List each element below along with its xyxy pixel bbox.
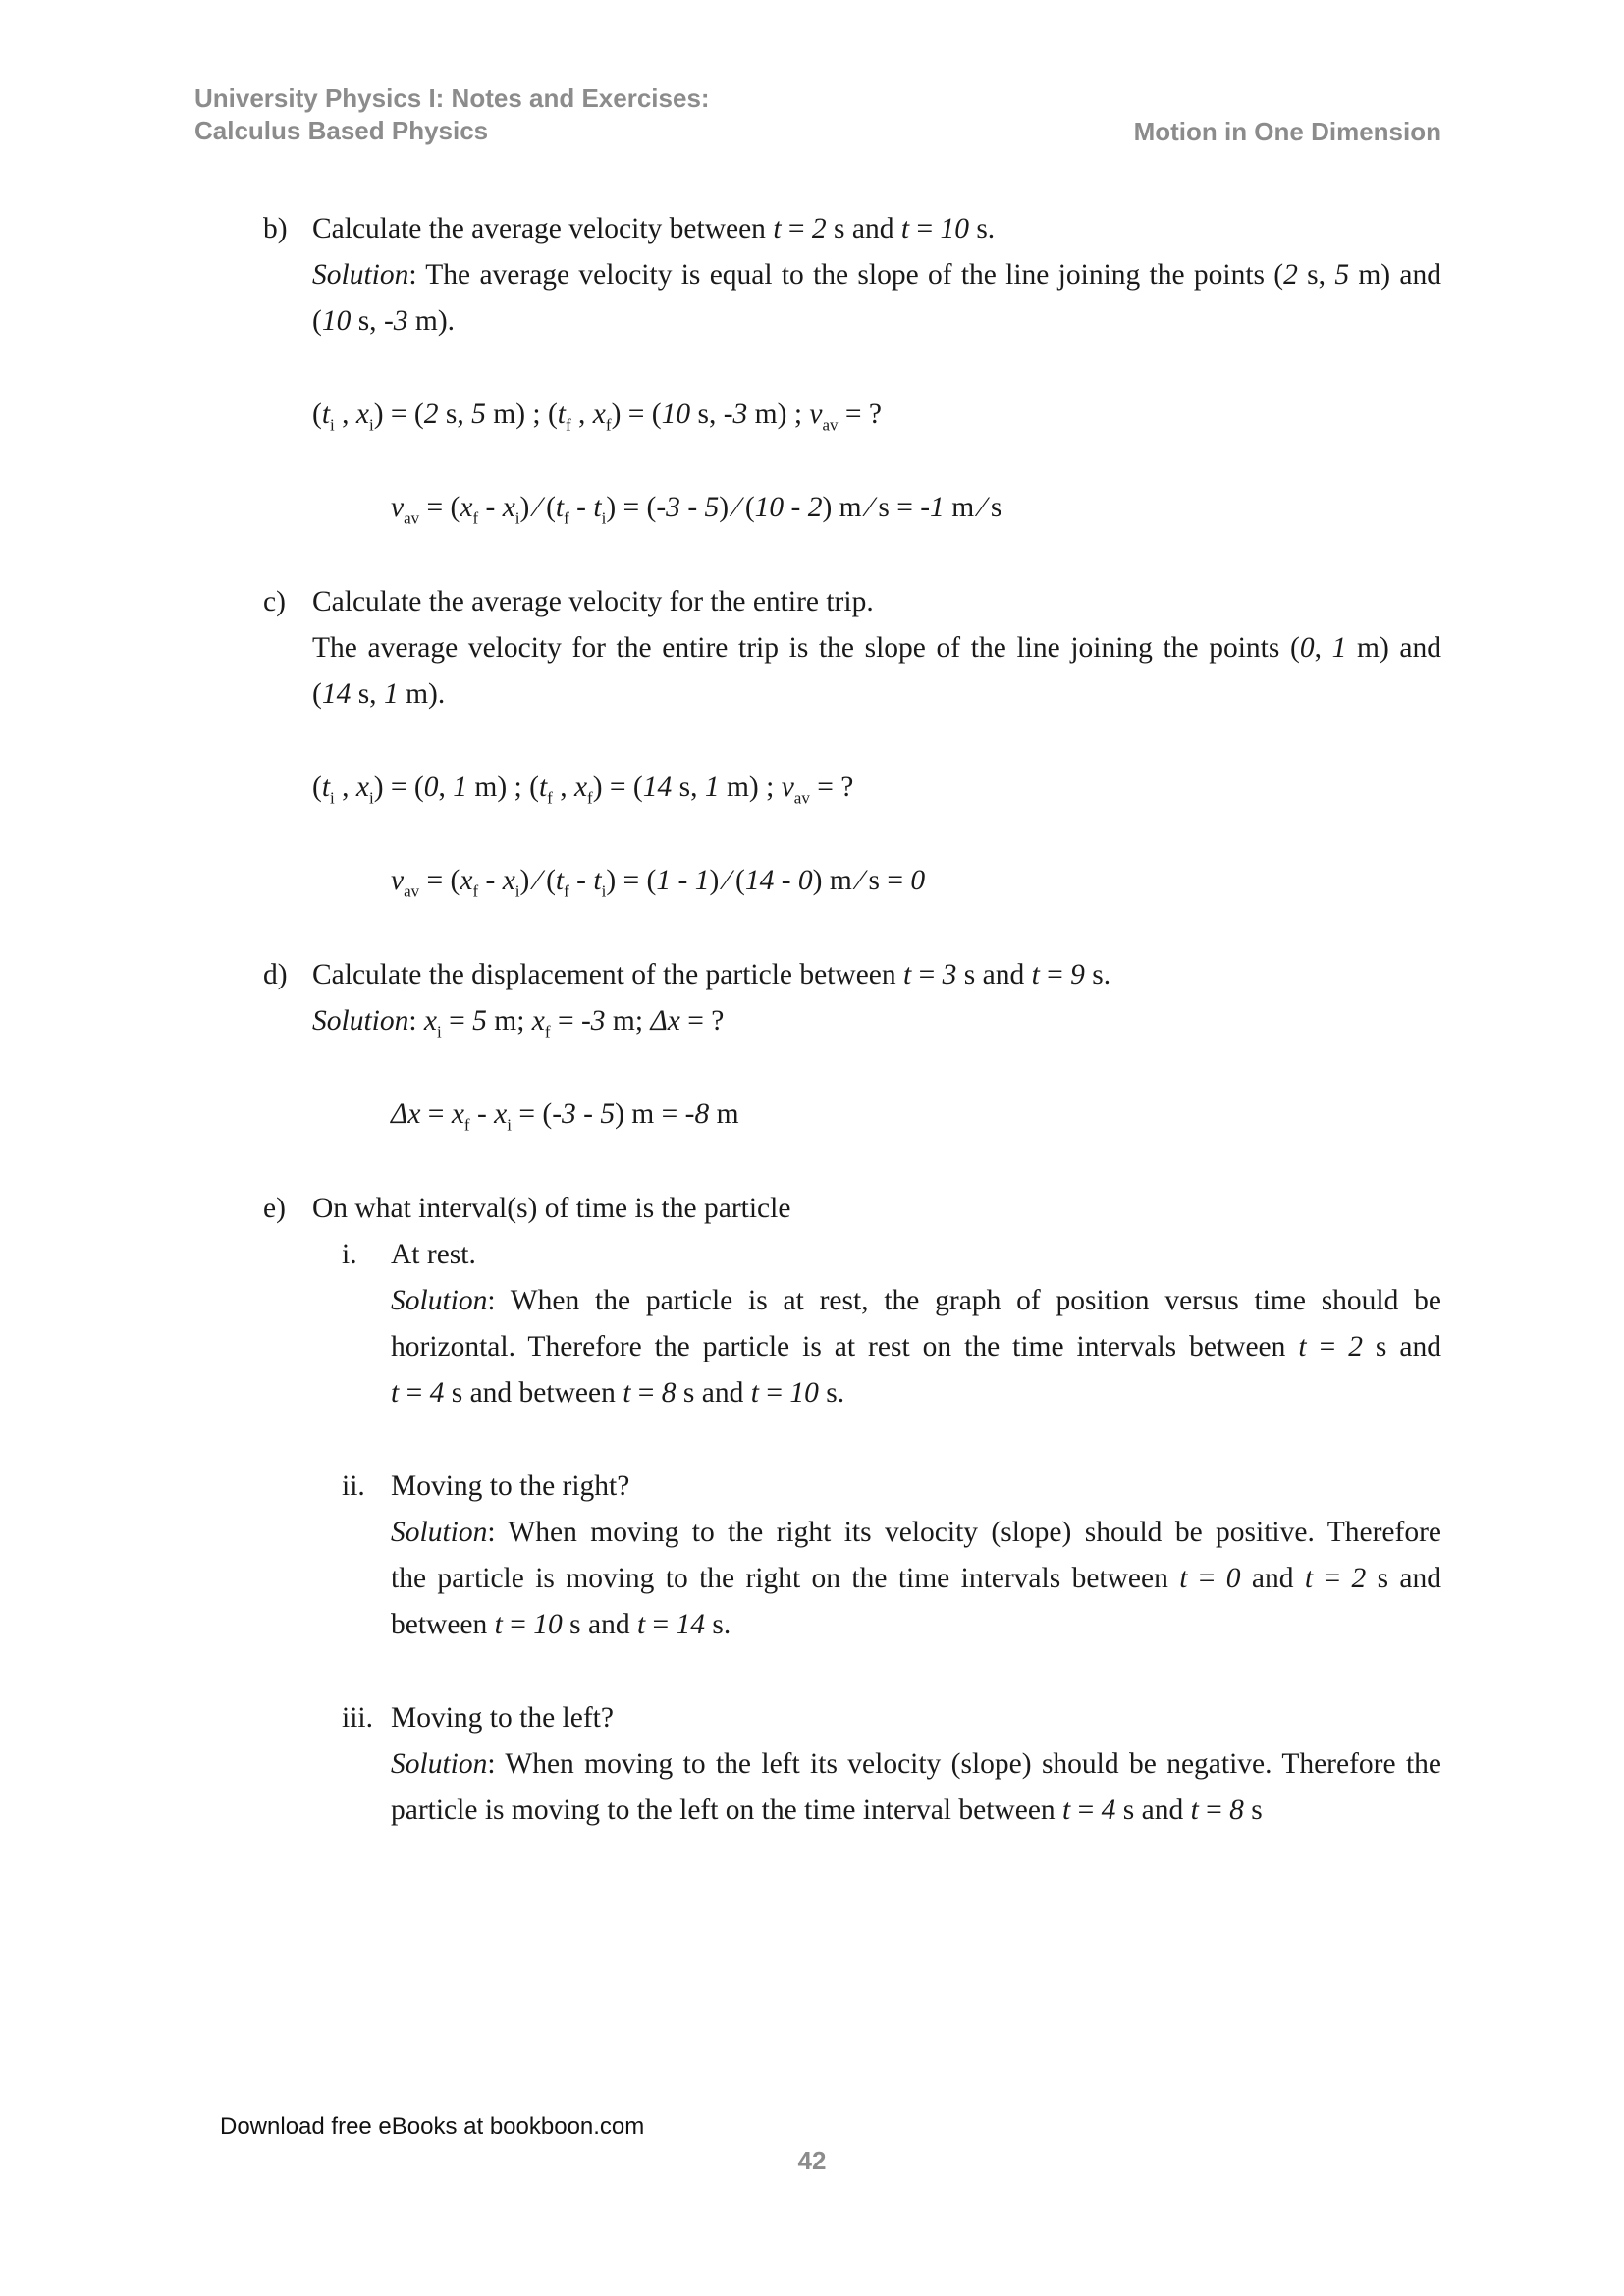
part-b-solution-line2: (10 s, -3 m). xyxy=(312,305,456,337)
part-d-solution-label: Solution xyxy=(312,1005,409,1037)
part-c-question: Calculate the average velocity for the entire trip. xyxy=(312,586,874,617)
part-e-iii-label: iii. xyxy=(342,1702,373,1734)
part-e-ii-solution-label: Solution xyxy=(391,1517,488,1548)
part-e-i-solution-line3: t = 4 s and between t = 8 s and t = 10 s. xyxy=(391,1377,845,1409)
part-e-ii-solution-line2: the particle is moving to the right on the time intervals between t = 0 and t = 2 s and xyxy=(391,1563,1442,1594)
part-d-solution: Solution: $x_i = 5$ m; $x_f = -3$ m; Δx = ? xyxy=(312,1005,725,1041)
part-e-question: On what interval(s) of time is the particle xyxy=(312,1193,791,1224)
book-title-line1: University Physics I: Notes and Exercises: xyxy=(194,83,710,113)
running-header-chapter: Motion in One Dimension xyxy=(1133,117,1441,146)
part-c-text-line2: (14 s, 1 m). xyxy=(312,678,446,710)
part-e-i-solution-line1: Solution: When the particle is at rest, the graph of position versus time should be xyxy=(391,1285,1441,1316)
book-title-line2: Calculus Based Physics xyxy=(194,116,489,145)
part-e-i-question: At rest. xyxy=(391,1239,476,1270)
part-c-given: ($t_i$ , $x_i) = (0$, 1 m) ; ($t_f$ , $x_f) = (14$ s, 1 m) ; $v_{av}$ = ? xyxy=(312,772,854,808)
part-e-ii-label: ii. xyxy=(342,1470,365,1502)
part-d-equation: $\Delta x = x_f - x_i = (-3 - 5) m = -8$ m xyxy=(391,1098,739,1135)
part-d-label: d) xyxy=(263,959,288,990)
part-e-ii-solution-line1: Solution: When moving to the right its velocity (slope) should be positive. Therefore xyxy=(391,1517,1441,1548)
part-c-label: c) xyxy=(263,586,286,617)
part-b-solution-line1: Solution: The average velocity is equal to the slope of the line joining the points (2 s, 5 m) and xyxy=(312,259,1441,291)
part-c-text-line1: The average velocity for the entire trip is the slope of the line joining the points (0, 1 m) and xyxy=(312,632,1442,664)
part-d-question: Calculate the displacement of the particle between t = 3 s and t = 9 s. xyxy=(312,959,1111,990)
part-e-ii-question: Moving to the right? xyxy=(391,1470,630,1502)
part-e-iii-question: Moving to the left? xyxy=(391,1702,614,1734)
part-e-label: e) xyxy=(263,1193,286,1224)
part-e-i-solution-line2: horizontal. Therefore the particle is at rest on the time intervals between t = 2 s and xyxy=(391,1331,1441,1362)
page-number: 42 xyxy=(797,2146,827,2175)
part-e-ii-solution-line3: between t = 10 s and t = 14 s. xyxy=(391,1609,731,1640)
part-e-iii-solution-line2: particle is moving to the left on the time interval between t = 4 s and t = 8 s xyxy=(391,1794,1263,1826)
part-b-solution-label: Solution xyxy=(312,259,409,291)
part-e-i-solution-label: Solution xyxy=(391,1285,488,1316)
running-header-book-title xyxy=(194,82,710,147)
part-e-i-label: i. xyxy=(342,1239,357,1270)
part-e-iii-solution-line1: Solution: When moving to the left its velocity (slope) should be negative. Therefore the xyxy=(391,1748,1441,1780)
part-b-question: Calculate the average velocity between t = 2 s and t = 10 s. xyxy=(312,213,996,244)
download-link[interactable]: Download free eBooks at bookboon.com xyxy=(220,2113,645,2140)
part-c-equation: $v_{av} = (x_f - x_i)$ ⁄ $(t_f - t_i) = (1 - 1)$ ⁄ (14 - 0) m ⁄ s = 0 xyxy=(391,865,926,901)
part-b-label: b) xyxy=(263,213,288,244)
part-b-given: ($t_i$ , $x_i) = (2$ s, 5 m) ; ($t_f$ , $x_f) = (10$ s, -3 m) ; $v_{av}$ = ? xyxy=(312,399,883,435)
part-e-iii-solution-label: Solution xyxy=(391,1748,488,1780)
part-b-equation: $v_{av} = (x_f - x_i)$ ⁄ $(t_f - t_i) = (-3 - 5)$ ⁄ (10 - 2) m ⁄ s = -1 m ⁄ s xyxy=(391,492,1002,528)
